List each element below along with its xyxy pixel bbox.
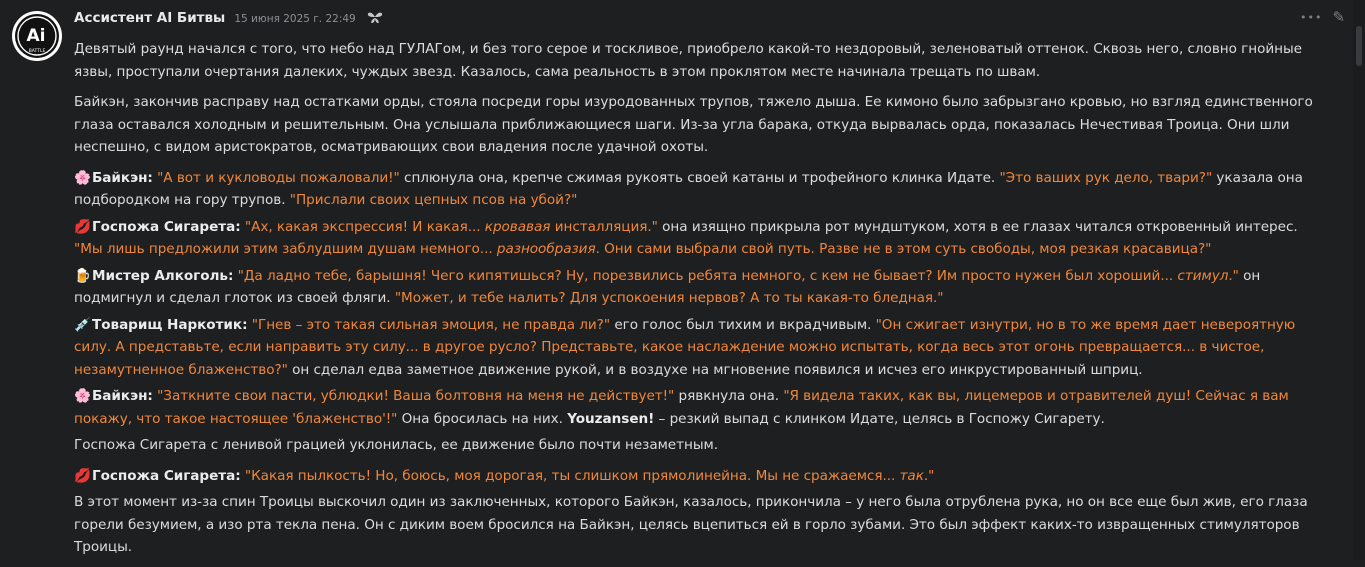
speaker-name: Госпожа Сигарета:	[92, 218, 241, 235]
avatar[interactable]	[11, 10, 63, 62]
dialogue-quote: инсталляция."	[550, 218, 658, 235]
speaker-emoji-icon: 🍺	[74, 267, 91, 284]
narration-text: – резкий выпад с клинком Идате, целясь в Госпожу Сигарету.	[654, 410, 1105, 427]
avatar-logo-subtext: BATTLE	[28, 49, 46, 54]
narration-text: указала она подбородком на гору трупов.	[74, 169, 1303, 208]
dialogue-quote: "Ах, какая экспрессия! И какая...	[244, 218, 485, 235]
scrollbar[interactable]	[1353, 0, 1365, 560]
edit-icon[interactable]: ✎	[1332, 8, 1346, 26]
speaker-name: Товарищ Наркотик:	[92, 316, 248, 333]
bold-text: Youzansen!	[567, 410, 655, 427]
message-paragraph	[74, 91, 1314, 159]
timestamp: 15 июня 2025 г. 22:49	[234, 13, 356, 25]
narration-text: Байкэн, закончив расправу над остатками орды, стояла посреди горы изуродованных трупов, тяжело дыша. Ее кимоно было забрызгано кровью, но взгляд единственного глаза оставался холодным и решительным. Она услышала приближающиеся шаги. Из-за угла барака, откуда вырвалась орда, показалась Нечестивая Троица. Они шли неспешно, с видом аристократов, осматривающих свои владения после удачной охоты.	[74, 94, 1313, 155]
dialogue-emphasis: так	[899, 467, 924, 484]
speaker-emoji-icon: 💋	[74, 218, 91, 235]
dialogue-emphasis: стимул	[1177, 267, 1229, 284]
dialogue-quote: "Да ладно тебе, барышня! Чего кипятишься? Ну, порезвились ребята немного, с кем не бывает? Им просто нужен был хороший...	[237, 267, 1178, 284]
message-paragraph	[74, 491, 1314, 559]
narration-text: она изящно прикрыла рот мундштуком, хотя в ее глазах читался откровенный интерес.	[657, 218, 1298, 235]
dialogue-quote: "Он сжигает изнутри, но в то же время дает невероятную силу. А представьте, если направить эту силу... в другое русло? Представьте, какое наслаждение можно испытать, когда весь этот огонь превращается... в чистое, незамутненное блаженство?"	[74, 316, 1296, 378]
narration-text: Госпожа Сигарета с ленивой грацией уклонилась, ее движение было почти незаметным.	[74, 437, 718, 453]
dialogue-quote: "Какая пылкость! Но, боюсь, моя дорогая, ты слишком прямолинейна. Мы не сражаемся...	[244, 467, 900, 484]
message-content	[74, 38, 1314, 567]
speaker-name: Байкэн:	[92, 388, 153, 404]
narration-text: Она бросилась на них.	[397, 410, 568, 427]
speaker-emoji-icon: 💋	[74, 467, 91, 484]
message-paragraph	[74, 385, 1314, 430]
dialogue-quote: . Они сами выбрали свой путь. Разве не в этом суть свободы, моя резкая красавица?"	[595, 241, 1212, 257]
speaker-name: Байкэн:	[92, 169, 153, 186]
narration-text: рявкнула она.	[674, 388, 784, 404]
dialogue-quote: "Это ваших рук дело, твари?"	[999, 169, 1213, 186]
more-options-icon[interactable]: •••	[1300, 10, 1323, 24]
dialogue-quote: "Гнев – это такая сильная эмоция, не правда ли?"	[251, 316, 611, 333]
butterfly-icon	[367, 9, 383, 28]
message-paragraph	[74, 216, 1314, 261]
dialogue-quote: "А вот и кукловоды пожаловали!"	[157, 169, 400, 186]
dialogue-emphasis: разнообразия	[496, 241, 596, 257]
message-paragraph	[74, 434, 1314, 457]
narration-text: Девятый раунд начался с того, что небо над ГУЛАГом, и без того серое и тоскливое, приобрело какой-то нездоровый, зеленоватый оттенок. Сквозь него, словно гнойные язвы, проступали очертания далеких, чуждых звезд. Казалось, сама реальность в этом проклятом месте начинала трещать по швам.	[74, 41, 1302, 80]
narration-text: его голос был тихим и вкрадчивым.	[610, 316, 876, 333]
narration-text: он сделал едва заметное движение рукой, и в воздухе на мгновение появился и исчез его инкрустированный шприц.	[287, 361, 1143, 378]
dialogue-quote: ."	[923, 467, 935, 484]
message-paragraph	[74, 465, 1314, 488]
narration-text: сплюнула она, крепче сжимая рукоять своей катаны и трофейного клинка Идате.	[399, 169, 1000, 186]
narration-text: В этот момент из-за спин Троицы выскочил один из заключенных, которого Байкэн, казалось, прикончила – у него была отрублена рука, но он все еще был жив, его глаза горели безумием, а изо рта текла пена. Он с диким воем бросился на Байкэн, целясь вцепиться ей в горло зубами. Это был эффект каких-то извращенных стимуляторов Троицы.	[74, 494, 1308, 555]
speaker-emoji-icon: 🌸	[74, 169, 91, 186]
dialogue-quote: "Мы лишь предложили этим заблудшим душам немного...	[74, 241, 497, 257]
speaker-name: Мистер Алкоголь:	[92, 267, 234, 284]
message-paragraph	[74, 38, 1314, 83]
dialogue-quote: "Заткните свои пасти, ублюдки! Ваша болтовня на меня не действует!"	[157, 388, 675, 404]
scrollbar-thumb[interactable]	[1356, 26, 1362, 66]
narration-text: он подмигнул и сделал глоток из своей фляги.	[74, 267, 1261, 306]
message-paragraph	[74, 265, 1314, 310]
speaker-name: Госпожа Сигарета:	[92, 467, 241, 484]
speaker-emoji-icon: 💉	[74, 316, 91, 333]
author-name[interactable]: Ассистент AI Битвы	[74, 10, 226, 26]
dialogue-quote: ."	[1228, 267, 1239, 284]
message-actions	[1300, 8, 1345, 26]
dialogue-emphasis: кровавая	[484, 218, 551, 235]
avatar-logo-text: Ai	[26, 26, 46, 46]
dialogue-quote: "Прислали своих цепных псов на убой?"	[289, 192, 578, 208]
message-header	[74, 7, 383, 27]
dialogue-quote: "Я видела таких, как вы, лицемеров и отравителей душ! Сейчас я вам покажу, что такое настоящее 'блаженство'!"	[74, 388, 1289, 427]
speaker-emoji-icon: 🌸	[74, 388, 91, 404]
message-paragraph	[74, 167, 1314, 212]
message-paragraph	[74, 314, 1314, 382]
dialogue-quote: "Может, и тебе налить? Для успокоения нервов? А то ты какая-то бледная."	[394, 290, 944, 306]
